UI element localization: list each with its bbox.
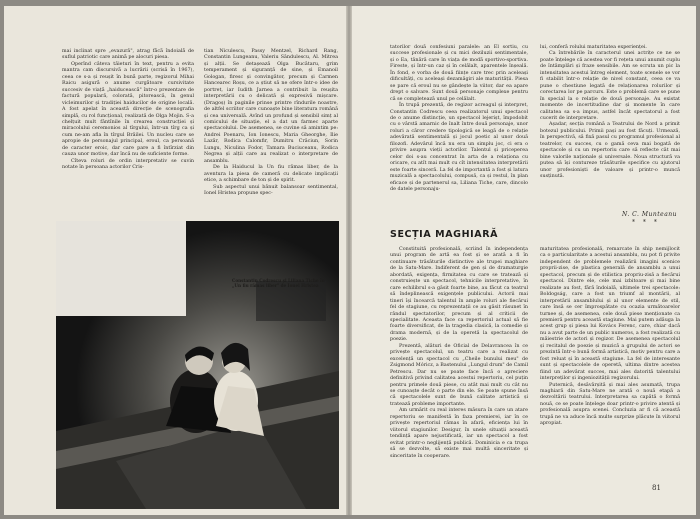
right-column-2-top: [540, 44, 680, 211]
author-signature: N. C. Munteanu: [622, 211, 678, 218]
right-column-2-bottom: [540, 246, 680, 490]
page-number: 81: [652, 484, 661, 492]
stage-photo: [56, 221, 339, 509]
left-column-1: [62, 48, 194, 223]
right-column-1-bottom: [390, 246, 528, 502]
paragraph: lui, conferă rolului maturitatea experienței.: [540, 44, 647, 50]
section-divider-stars: * * *: [632, 219, 660, 226]
paragraph: Am urmărit cu real interes măsura în care un atare repertoriu se manifestă în faza premierei, iar în ce privește repertoriul rămas în afară, eficiența lui în viitorul stagiunilor. Desigur, în unele situații această tendință apare nejustificată, iar un spectacol a fost evitat printr-o neglijență publică. Dominicia e ca trupa să se dezvolte, să existe mai multă sinceritate și sinceritate în cooperare.: [390, 407, 528, 459]
paragraph: Puternică, desăvârșită și mai ales asumată, trupa maghiară din Satu-Mare ne arată o nouă etapă a dezvoltării teatrului. Interpretarea sa capătă o formă nouă, ce se poate înțelege doar printr-o privire atentă și profesională asupra scenei. Concluzia ar fi că această trupă ne va aduce încă multe surprize plăcute în viitorul apropiat.: [540, 381, 680, 427]
paragraph: tian Niculescu, Passy Mentzel, Richard Rang, Constantin Lungeanu, Valeriu Săndulescu, Al. Mitrea și alții. Se detașează Olga Bucătaru, grim temperament și siguranță de sine, și Emanoil Gologan, firesc și convingător, precum și Carmen Hancearec Roșu, ce a știut să ne ofere într-o idee de portret, iar Iudith Jarnea a contribuit la reușita interpretării cu o delicată și expresivă mișcare. (Dragoș) în paginile prinse printre rîndurile noastre, de altfel scriitor care cunoaște bine literatura română și cea universală. Avînd un profund și sensibil simț al comicului de situație, el a dat un farmec aparte spectacolului. De asemenea, se cuvine să amintim pe: Andrei Poenaru, Ion Ionescu, Maria Gheorghe, Ilie Lazăr, Rodica Calomfir, Dumitru Crăciun, Sorin Lungu, Niculina Fodor, Tamara Buciuceanu, Rodica Negrea și alții care au realizat o interpretare de ansamblu.: [204, 48, 338, 164]
left-column-2: [204, 48, 338, 244]
paragraph: În trupă prezentă, de regizor acreagul și interpret, Constantin Codrescu ceea realizatorul unui spectacol de o anume distincție, un spectacol lejerișt, împodobit cu o vârstă amarnic de înalt între două personaje, unor roluri a căror credere tipologică se leagă de o relație adevărată sentimentală și jocul poetic al unor două filozofi. Adevărul încă nu era un simplu joc, ci era o privire asupra vieții actorilor. Talentul și priceperea celor doi s-au concentrat în arta de a relaționa cu oricare, cu atît mai mult cu cît intensitatea interpretării este foarte sinceră. La fel de importantă a fost și latura muzicală a spectacolului, compusă, ca și restul, în plan eficace și de partenerul sa, Liliana Tiche, care, dincolo de datele personaju-: [390, 102, 528, 192]
paragraph: Cîteva roluri de ordin interpretativ se cuvin notate în persoana actorilor Cris-: [62, 157, 194, 171]
photo-caption: Constantin Codrescu și Liliana Tiche în „Un fiu rămas liber" de Ionel Hristea: [232, 278, 325, 289]
section-title: SECȚIA MAGHIARĂ: [390, 229, 499, 240]
paragraph: maturitatea profesională, remarcate în ship nemijlocit ca o particularitate a acestui ansamblu, nu pot fi privite independent de problemele realizării imagini scenice proprii-zise, de plastica generală de ansamblu a unui spectacol, precum și de stilistica propriu-zisă a fiecărui spectacol. Dintre ele, cele mai izbitoare și mai bine realizate au fost, fără îndoială, ultimele trei spectacole: Boldogság, care a fost un triumf al montării, al interpretării ansamblului și al unor elemente de stil, care însă se cer împrospătate cu ocazia următoarelor turnee și, de asemenea, cele două piese menționate ca premieră pentru această stagiune. Mai putem adăuga la acest grup și piesa lui Kovács Ferenc, care, chiar dacă nu a avut parte de un public numeros, a fost realizată cu măiestrie de actori și regizor. De asemenea spectacolul și recitalul de poezie și muzică a grupului de actori se prezintă într-o bună formă artistică, motiv pentru care a fost reluat și în această stagiune. La fel de interesante sunt și spectacolele de operetă, ultima dintre acestea fiind un adevărat succes, mai ales datorită talentului interpreților și ingeniozității regizorului.: [540, 246, 680, 382]
paragraph: De la Haiducul la Un fiu rămas liber, de la aventura la piesa de cameră cu delicate implicații etice, a schimbare de ton și de spirit.: [204, 164, 338, 184]
paragraph: mai inclinat spre „evazură", atrag fãcã îndoialã de suflul patriotic care animã pe alocuri piesa.: [62, 48, 194, 61]
paragraph: Ca întrebările în caracterul unei actrițe ce ne se poate înțelege că acestea vor fi rețeta unui anumit cuplu de întâmplări și fraze sensibile. Am se scruta un pic la intensitatea acestui întreg element, toate scenele se vor fi stabilit într-o relație de nivel constant, ceea ce va pune o chestiune legată de relaționarea rolurilor și corectarea lor pe parcurs. Este o problemă care se pune în special la o relație de două personaje. Au existat momente de incertitudine dar și momente în care calitatea sa s-a impus, astfel încât spectatorul a fost cucerit de interpretare.: [540, 50, 680, 121]
paragraph: tatorilor două confesiuni paralele: an El sortiu, cu succese profesionale și cu mici deziluzii sentimentale, și o Ea, tânără care în viața de modã sportivo-sportiva. Fireste, și într-un caz și în celălalt, aparentele înșeală. În fond, e vorba de două ființe care trec prin aceleași dificultăți, cu aceleași dezamăgiri ale maturității. Piesa se pare că eroul nu se gândește la viitor, dar ea apare drept o salvare. Sunt două personaje complexe pentru că se completează unul pe celălalt.: [390, 44, 528, 102]
paragraph: Sub aspectul unui bănuit balansoar sentimental, Ionel Hristea propune spec-: [204, 183, 338, 196]
right-column-1-top: [390, 44, 528, 228]
paragraph: Constituită profesională, scriind în independența unui program de artă ea fost și se arată a fi în continuare trăsăturile distinctive ale trupei maghiare de la Satu-Mare. Indiferent de gen și de dramaturgie abordată, exigența, firmitatea cu care se tratează și construiește un spectacol, tehnicile interpretative, în care echilibrul s-a găsit foarte bine, au făcut ca teatrul să îndeplinească exigențele publicului. Actorii mai tineri își încearcă talentul în ample roluri ale fiecărui fel de stagiune, cu reprezentații ce au găsit răsunet în rândul spectatorilor, precum și al criticii de specialitate. Aceasta face ca repertoriul actual să fie foarte diversificat, de la tragedia clasică, la comedie și drama modernă, și de la operetă la spectacolul de poezie.: [390, 246, 528, 343]
paragraph: Așadar, secția română a Teatrului de Nord a primit botezul publicului. Primii pași au fost făcuți. Urmează, în perspectivă, să fixă pasul cu programul profesional al teatrelor, cu succes, cu o gamă ceva mai bogată de spectacole și cu un repertoriu care să reflecte cât mai bine valorile naționale și universale. Noua structură va putea să își contureze trăsăturile specifice cu ajutorul unor profesioniști de valoare și printr-o muncă susținută.: [540, 121, 680, 180]
paragraph: Prezentă, alături de Oficial de Delavrancea în ce privește spectacolul, un teatru care a realizat cu excelență un spectacol cu „Cheile bunului meu" de Zsigmond Móricz, a Bastenului „Lungul drum" de Camil Petrescu. Dar nu se poate face încă o apreciere definitivă privind calitatea acestui repertoriu, cel puțin pentru primele două piese, cu atât mai mult cu cât nu se cunoaște decât o parte din ele. Se poate spune însă că spectacolele sunt de bună calitate artistică și tratează probleme importante.: [390, 342, 528, 407]
paragraph: Operînd câteva tăieturi în text, pentru a evita mantra cam discursivã a lucrării (scrisă în 1967), ceea ce s-a și reușit în bunã parte, regizorul Mihai Raicu asigurã o anume curgãtoare cursivitate succesiv de viațã „haiduceascã" într-o prezentare de factură populară, colorată, pitorească, în genul vicleimurilor și tradiției haiducilor de origine locală. A fost apelat în această direcție de scenografia simplă, cu rol funcțional, realizată de Olga Mojin. S-a chelțuit mult fântînile în crearea construcției și miracolului ceremonios al tîrgului, într-un tîrg ca și cum ne-am afla în tîrgul Brăilei. Un nucleu care se apropie de personajul principal, eroul, ca persoană de caracter eroic, dar care pare a fi întîrziat din cauza unor motive, dar încă nu de suficiente forme.: [62, 60, 194, 158]
right-page: [352, 6, 696, 515]
left-page: [4, 6, 346, 515]
stage-photo-image: [56, 221, 339, 509]
